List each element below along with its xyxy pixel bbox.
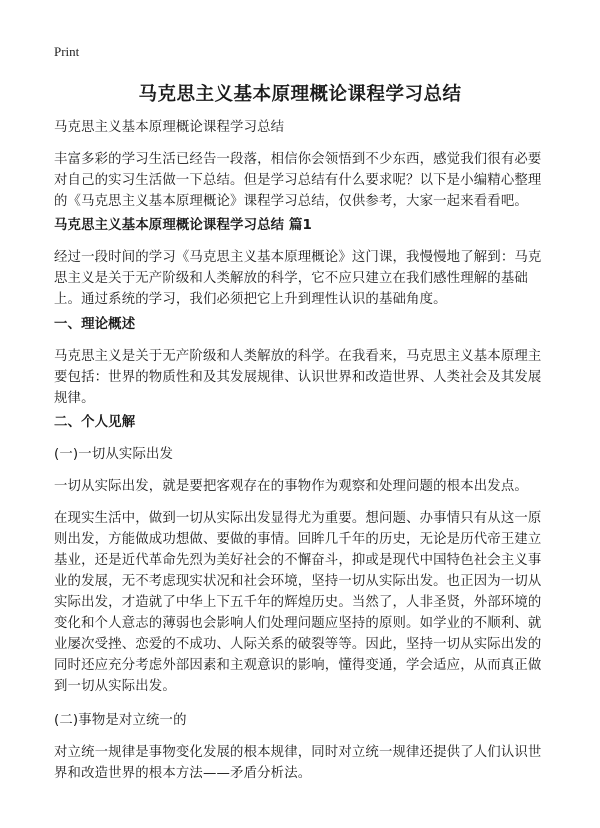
intro-text: 丰富多彩的学习生活已经告一段落，相信你会领悟到不少东西，感觉我们很有必要对自己的实习生活做一下总结。但是学习总结有什么要求呢？以下是小编精心整理的《马克思主义基本原理概论》课程学习总结，仅供参考，大家一起来看看吧。 xyxy=(54,152,542,209)
heading-personal-view-text: 二、个人见解 xyxy=(54,415,136,430)
subheading-2 xyxy=(54,710,554,731)
paragraph-3-text: 一切从实际出发，就是要把客观存在的事物作为观察和处理问题的根本出发点。 xyxy=(54,479,528,494)
paragraph-1-text: 经过一段时间的学习《马克思主义基本原理概论》这门课，我慢慢地了解到：马克思主义是关于无产阶级和人类解放的科学，它不应只建立在我们感性理解的基础上。通过系统的学习，我们必须把它上升到理性认识的基础角度。 xyxy=(54,250,542,307)
subheading-1 xyxy=(54,444,554,465)
paragraph-5 xyxy=(54,742,554,784)
subheading-2-text: (二)事物是对立统一的 xyxy=(54,713,187,728)
paragraph-5-text: 对立统一规律是事物变化发展的根本规律，同时对立统一规律还提供了人们认识世界和改造世界的根本方法——矛盾分析法。 xyxy=(54,745,542,781)
page-title: 马克思主义基本原理概论课程学习总结 xyxy=(138,84,462,105)
section-title xyxy=(54,215,554,236)
paragraph-4 xyxy=(54,508,554,697)
subheading-1-text: (一)一切从实际出发 xyxy=(54,447,174,462)
paragraph-2 xyxy=(54,346,554,409)
subtitle xyxy=(54,117,554,138)
intro-paragraph xyxy=(54,149,554,212)
section-title-text: 马克思主义基本原理概论课程学习总结 篇1 xyxy=(54,218,313,233)
heading-personal-view xyxy=(54,412,554,433)
paragraph-2-text: 马克思主义是关于无产阶级和人类解放的科学。在我看来，马克思主义基本原理主要包括：世界的物质性和及其发展规律、认识世界和改造世界、人类社会及其发展规律。 xyxy=(54,349,542,406)
paragraph-1 xyxy=(54,247,554,310)
heading-theory-overview xyxy=(54,314,554,335)
subtitle-text: 马克思主义基本原理概论课程学习总结 xyxy=(54,120,285,135)
print-label: Print xyxy=(54,44,80,59)
paragraph-3 xyxy=(54,476,554,497)
heading-theory-overview-text: 一、理论概述 xyxy=(54,317,136,332)
paragraph-4-text: 在现实生活中，做到一切从实际出发显得尤为重要。想问题、办事情只有从这一原则出发，方能做成功想做、要做的事情。回眸几千年的历史，无论是历代帝王建立基业，还是近代革命先烈为美好社会的不懈奋斗，抑或是现代中国特色社会主义事业的发展，无不考虑现实状况和社会环境，坚持一切从实际出发。也正因为一切从实际出发，才造就了中华上下五千年的辉煌历史。当然了，人非圣贤，外部环境的变化和个人意志的薄弱也会影响人们处理问题应坚持的原则。如学业的不顺利、就业屡次受挫、恋爱的不成功、人际关系的破裂等等。因此，坚持一切从实际出发的同时还应充分考虑外部因素和主观意识的影响，懂得变通，学会适应，从而真正做到一切从实际出发。 xyxy=(54,511,542,694)
